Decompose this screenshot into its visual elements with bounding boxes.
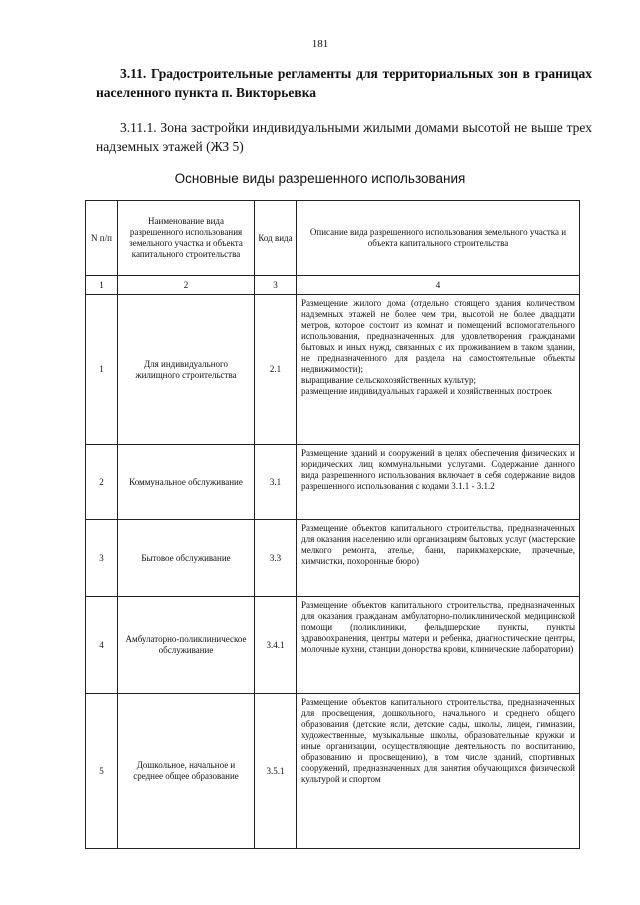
desc-line: размещение индивидуальных гаражей и хозяйственных построек — [301, 386, 552, 396]
row-desc — [297, 295, 580, 445]
section-heading: 3.11. Градостроительные регламенты для территориальных зон в границах населенного пункта п. Викторьевка — [96, 66, 592, 100]
table-row — [86, 597, 580, 694]
table-row — [86, 295, 580, 445]
header-code: Код вида — [255, 201, 297, 276]
row-desc — [297, 445, 580, 520]
desc-line: Размещение жилого дома (отдельно стоящего здания количеством надземных этажей не более чем три, высотой не более двадцати метров, которое состоит из комнат и помещений вспомогательного использования, предназначенных для удовлетворения гражданами бытовых и иных нужд, связанных с их проживанием в таком здании, не предназначенного для раздела на самостоятельные объекты недвижимости); — [301, 298, 575, 374]
row-num: 2 — [86, 445, 118, 520]
table-row — [86, 694, 580, 849]
permitted-uses-table — [85, 200, 580, 849]
row-desc — [297, 520, 580, 597]
desc-line: Размещение объектов капитального строительства, предназначенных для оказания населению или организациям бытовых услуг (мастерские мелкого ремонта, ателье, бани, парикмахерские, прачечные, химчистки, похоронные бюро) — [301, 523, 575, 566]
row-desc — [297, 597, 580, 694]
row-num: 5 — [86, 694, 118, 849]
index-cell: 2 — [118, 276, 255, 295]
desc-line: Размещение зданий и сооружений в целях обеспечения физических и юридических лиц коммунальными услугами. Содержание данного вида разрешенного использования включает в себя содержание видов разрешенного использования с кодами 3.1.1 - 3.1.2 — [301, 448, 575, 491]
table-row — [86, 520, 580, 597]
table-row — [86, 445, 580, 520]
row-name: Бытовое обслуживание — [118, 520, 255, 597]
row-num: 3 — [86, 520, 118, 597]
row-num: 4 — [86, 597, 118, 694]
row-code: 3.3 — [255, 520, 297, 597]
header-desc: Описание вида разрешенного использования земельного участка и объекта капитального строительства — [297, 201, 580, 276]
index-cell: 3 — [255, 276, 297, 295]
row-code: 3.5.1 — [255, 694, 297, 849]
row-name: Коммунальное обслуживание — [118, 445, 255, 520]
page-number: 181 — [311, 38, 329, 50]
header-name: Наименование вида разрешенного использования земельного участка и объекта капитального строительства — [118, 201, 255, 276]
table-title: Основные виды разрешенного использования — [174, 171, 466, 186]
header-num: N п/п — [86, 201, 118, 276]
index-cell: 1 — [86, 276, 118, 295]
row-name: Амбулаторно-поликлиническое обслуживание — [118, 597, 255, 694]
column-index-row — [86, 276, 580, 295]
index-cell: 4 — [297, 276, 580, 295]
row-name: Для индивидуального жилищного строительства — [118, 295, 255, 445]
table-header-row — [86, 201, 580, 276]
desc-line: выращивание сельскохозяйственных культур; — [301, 375, 477, 385]
subsection-heading: 3.11.1. Зона застройки индивидуальными жилыми домами высотой не выше трех надземных этажей (ЖЗ 5) — [96, 120, 592, 154]
row-desc — [297, 694, 580, 849]
row-code: 3.1 — [255, 445, 297, 520]
row-name: Дошкольное, начальное и среднее общее образование — [118, 694, 255, 849]
desc-line: Размещение объектов капитального строительства, предназначенных для просвещения, дошкольного, начального и среднего общего образования (детские ясли, детские сады, школы, лицеи, гимназии, художественные, музыкальные школы, образовательные кружки и иные организации, осуществляющие деятельность по воспитанию, образованию и просвещению), в том числе зданий, спортивных сооружений, предназначенных для занятия обучающихся физической культурой и спортом — [301, 697, 575, 784]
row-num: 1 — [86, 295, 118, 445]
row-code: 3.4.1 — [255, 597, 297, 694]
desc-line: Размещение объектов капитального строительства, предназначенных для оказания гражданам амбулаторно-поликлинической медицинской помощи (поликлиники, фельдшерские пункты, пункты здравоохранения, центры матери и ребенка, диагностические центры, молочные кухни, станции донорства крови, клинические лаборатории) — [301, 600, 575, 654]
row-code: 2.1 — [255, 295, 297, 445]
